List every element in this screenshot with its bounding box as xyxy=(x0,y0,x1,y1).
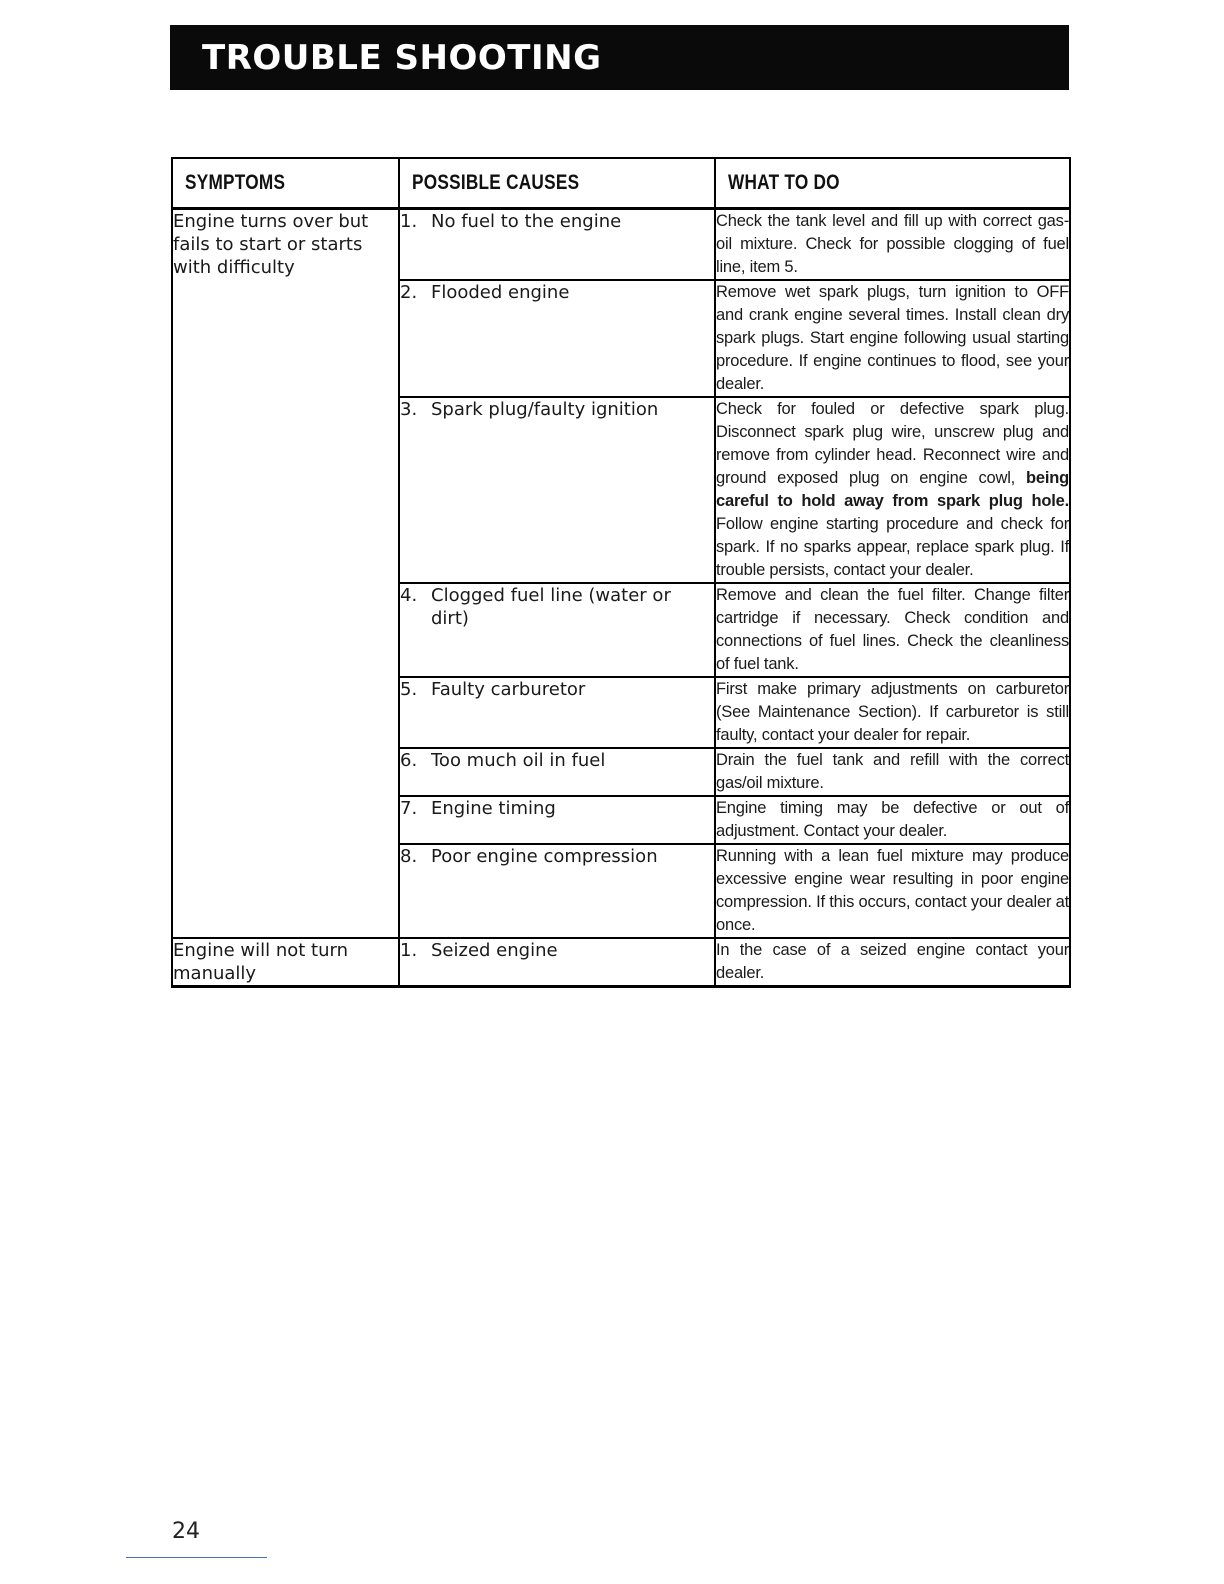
header-what-to-do: WHAT TO DO xyxy=(715,158,1070,209)
remedy-cell: Drain the fuel tank and refill with the correct gas/oil mixture. xyxy=(715,748,1070,796)
symptom-cell: Engine will not turn manually xyxy=(172,938,399,987)
remedy-cell: Check the tank level and fill up with correct gas-oil mixture. Check for possible clogging of fuel line, item 5. xyxy=(715,209,1070,281)
remedy-cell: Remove wet spark plugs, turn ignition to OFF and crank engine several times. Install clean dry spark plugs. Start engine following usual starting procedure. If engine continues to flood, see your dealer. xyxy=(715,280,1070,397)
remedy-cell: Check for fouled or defective spark plug. Disconnect spark plug wire, unscrew plug and remove from cylinder head. Reconnect wire and ground exposed plug on engine cowl, being careful to hold away from spark plug hole. Follow engine starting procedure and check for spark. If no sparks appear, replace spark plug. If trouble persists, contact your dealer. xyxy=(715,397,1070,583)
cause-cell: 4. Clogged fuel line (water or dirt) xyxy=(399,583,715,677)
warning-text: being careful to hold away from spark plug hole. xyxy=(716,469,1069,510)
cause-cell: 7. Engine timing xyxy=(399,796,715,844)
remedy-cell: Remove and clean the fuel filter. Change filter cartridge if necessary. Check condition and connections of fuel lines. Check the cleanliness of fuel tank. xyxy=(715,583,1070,677)
troubleshooting-table xyxy=(171,157,1071,988)
cause-cell: 2. Flooded engine xyxy=(399,280,715,397)
remedy-cell: First make primary adjustments on carburetor (See Maintenance Section). If carburetor is still faulty, contact your dealer for repair. xyxy=(715,677,1070,748)
page-title: TROUBLE SHOOTING xyxy=(202,37,602,78)
cause-cell: 6. Too much oil in fuel xyxy=(399,748,715,796)
cause-cell: 3. Spark plug/faulty ignition xyxy=(399,397,715,583)
table-row xyxy=(172,209,1070,281)
footer-rule xyxy=(126,1557,267,1558)
header-possible-causes: POSSIBLE CAUSES xyxy=(399,158,715,209)
cause-cell: 1. No fuel to the engine xyxy=(399,209,715,281)
cause-cell: 1. Seized engine xyxy=(399,938,715,987)
cause-cell: 5. Faulty carburetor xyxy=(399,677,715,748)
table-row xyxy=(172,938,1070,987)
table-header-row xyxy=(172,158,1070,209)
page-title-banner xyxy=(170,25,1069,90)
remedy-cell: Engine timing may be defective or out of adjustment. Contact your dealer. xyxy=(715,796,1070,844)
remedy-cell: Running with a lean fuel mixture may produce excessive engine wear resulting in poor engine compression. If this occurs, contact your dealer at once. xyxy=(715,844,1070,938)
symptom-cell: Engine turns over but fails to start or starts with difficulty xyxy=(172,209,399,939)
remedy-cell: In the case of a seized engine contact your dealer. xyxy=(715,938,1070,987)
cause-cell: 8. Poor engine compression xyxy=(399,844,715,938)
page-number: 24 xyxy=(172,1519,200,1544)
header-symptoms: SYMPTOMS xyxy=(172,158,399,209)
